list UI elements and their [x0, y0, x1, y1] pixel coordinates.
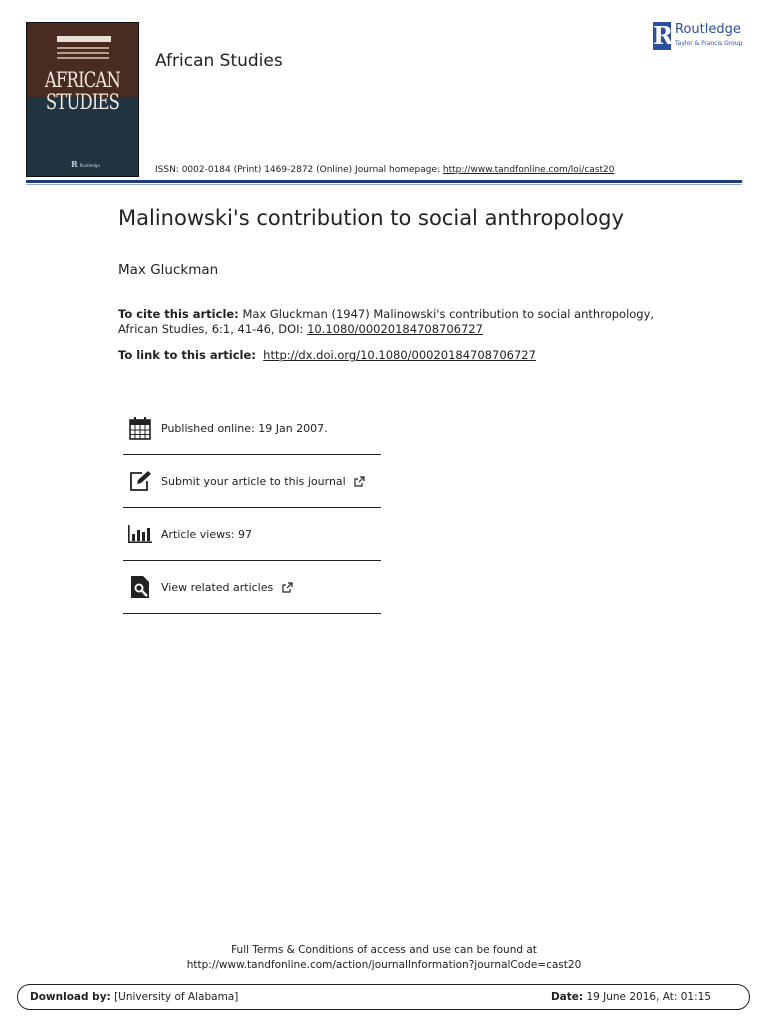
- bar-chart-icon: [127, 521, 153, 547]
- citation-text: Max Gluckman (1947) Malinowski's contribution to social anthropology, African Studies, 6:1, 41-46, DOI:: [118, 307, 655, 336]
- related-articles-item[interactable]: [123, 561, 381, 614]
- published-online-item: [123, 402, 381, 455]
- external-link-icon: [282, 582, 293, 593]
- edit-icon: [127, 468, 153, 494]
- download-by: [30, 991, 238, 1003]
- journal-homepage-link[interactable]: http://www.tandfonline.com/loi/cast20: [442, 165, 615, 175]
- header-divider: [26, 180, 742, 183]
- citation-doi-link[interactable]: 10.1080/00020184708706727: [307, 322, 483, 336]
- article-link-label: To link to this article:: [118, 348, 256, 362]
- publisher-tagline: Taylor & Francis Group: [675, 40, 743, 47]
- search-document-icon: [127, 574, 153, 600]
- publisher-name: Routledge: [675, 22, 741, 37]
- routledge-r-icon: R: [653, 21, 673, 50]
- external-link-icon: [354, 476, 365, 487]
- article-metadata-list: [123, 402, 381, 614]
- download-label: Download by:: [30, 991, 111, 1003]
- related-articles-link[interactable]: View related articles: [161, 581, 293, 594]
- article-views-item: [123, 508, 381, 561]
- cover-banner: [57, 36, 111, 42]
- article-views-text: Article views: 97: [161, 527, 253, 541]
- cover-title: AFRICAN STUDIES: [44, 68, 121, 114]
- header-divider-thin: [26, 184, 742, 185]
- terms-notice: [0, 943, 768, 973]
- journal-cover-image: [26, 22, 139, 177]
- issn-text: ISSN: 0002-0184 (Print) 1469-2872 (Online) Journal homepage:: [155, 165, 443, 175]
- download-value: [University of Alabama]: [110, 991, 239, 1003]
- terms-line: Full Terms & Conditions of access and use can be found at: [231, 944, 537, 956]
- cover-text-lines: [57, 47, 109, 62]
- date-label: Date:: [550, 991, 584, 1003]
- issn-line: [155, 165, 614, 175]
- submit-article-link[interactable]: Submit your article to this journal: [161, 475, 365, 488]
- download-footer: [17, 984, 750, 1010]
- calendar-icon: [127, 415, 153, 441]
- routledge-logo: [653, 22, 753, 52]
- download-date: [551, 991, 711, 1003]
- article-doi-url-link[interactable]: http://dx.doi.org/10.1080/00020184708706727: [263, 348, 536, 362]
- article-title: Malinowski's contribution to social anthropology: [118, 206, 624, 230]
- submit-article-item[interactable]: [123, 455, 381, 508]
- published-online-text: Published online: 19 Jan 2007.: [161, 421, 328, 435]
- article-link-block: [118, 348, 536, 362]
- citation-block: [118, 307, 658, 337]
- journal-name: African Studies: [155, 51, 283, 71]
- citation-label: To cite this article:: [118, 307, 239, 321]
- date-value: 19 June 2016, At: 01:15: [583, 991, 711, 1003]
- cover-publisher-logo: R Routledge: [71, 159, 100, 169]
- article-author: Max Gluckman: [118, 262, 219, 278]
- terms-url: http://www.tandfonline.com/action/journalInformation?journalCode=cast20: [186, 959, 582, 971]
